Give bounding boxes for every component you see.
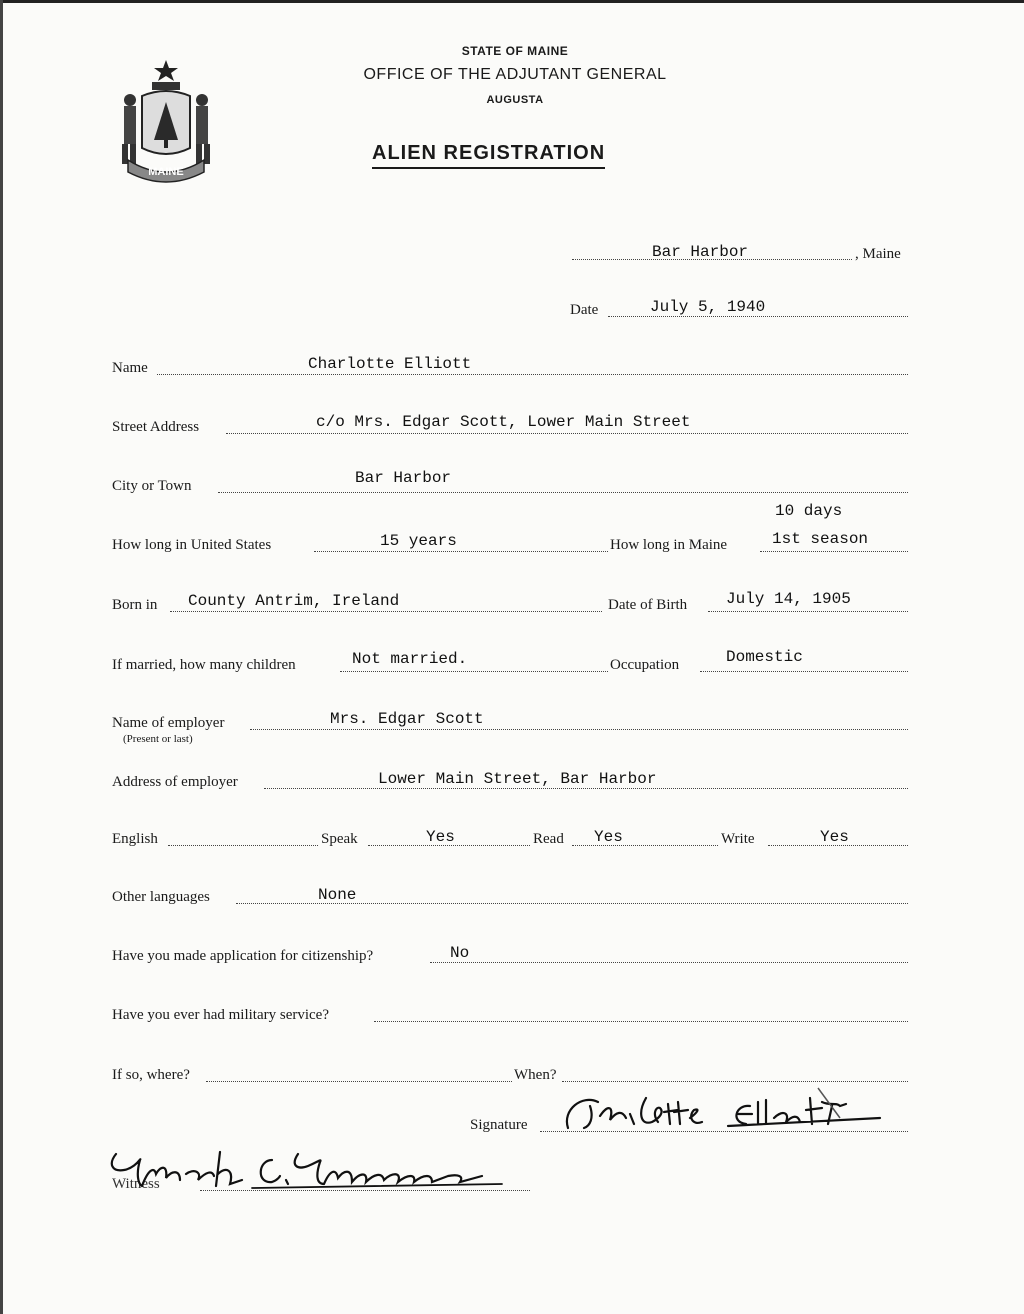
occupation-label: Occupation (610, 657, 680, 673)
military-line (374, 1021, 908, 1022)
speak-label: Speak (321, 831, 358, 847)
place-suffix: , Maine (855, 246, 901, 262)
military-label: Have you ever had military service? (112, 1007, 329, 1023)
write-label: Write (721, 831, 755, 847)
street-address-label: Street Address (112, 419, 200, 435)
read-label: Read (533, 831, 564, 847)
witness-signature-handwriting (102, 1140, 522, 1200)
employer-address-label: Address of employer (112, 774, 238, 790)
date-of-birth-value: July 14, 1905 (726, 590, 851, 608)
signature-label: Signature (470, 1117, 528, 1133)
signature-handwriting (560, 1082, 900, 1142)
city-line (218, 492, 908, 493)
read-value: Yes (594, 828, 623, 846)
employer-label: Name of employer (112, 715, 225, 731)
how-long-maine-days: 10 days (775, 502, 843, 520)
page-title: ALIEN REGISTRATION (372, 142, 605, 169)
occupation-line (700, 671, 908, 672)
born-in-label: Born in (112, 597, 158, 613)
how-long-us-line (314, 551, 608, 552)
header-city: AUGUSTA (486, 94, 544, 106)
date-of-birth-label: Date of Birth (608, 597, 688, 613)
born-in-line (170, 611, 602, 612)
witness-label: Witness (112, 1176, 160, 1192)
street-address-line (226, 433, 908, 434)
employer-sublabel: (Present or last) (123, 733, 193, 745)
scan-edge-top (0, 0, 1024, 3)
scan-edge-left (0, 0, 3, 1314)
other-languages-value: None (318, 886, 357, 904)
name-value: Charlotte Elliott (308, 355, 472, 373)
employer-line (250, 729, 908, 730)
city-value: Bar Harbor (355, 469, 452, 487)
employer-address-line (264, 788, 908, 789)
english-line (168, 845, 318, 846)
citizenship-value: No (450, 944, 470, 962)
if-so-where-line (206, 1081, 512, 1082)
other-languages-label: Other languages (112, 889, 210, 905)
occupation-value: Domestic (726, 648, 803, 666)
header-state: STATE OF MAINE (461, 44, 569, 58)
how-long-maine-line (760, 551, 908, 552)
city-label: City or Town (112, 478, 192, 494)
citizenship-label: Have you made application for citizenship? (112, 948, 374, 964)
date-of-birth-line (708, 611, 908, 612)
born-in-value: County Antrim, Ireland (188, 592, 400, 610)
date-value: July 5, 1940 (650, 298, 766, 316)
when-label: When? (514, 1067, 557, 1083)
english-label: English (112, 831, 158, 847)
name-line (157, 374, 908, 375)
children-label: If married, how many children (112, 657, 296, 673)
how-long-us-label: How long in United States (112, 537, 272, 553)
date-label: Date (570, 302, 599, 318)
employer-value: Mrs. Edgar Scott (330, 710, 484, 728)
name-label: Name (112, 360, 148, 376)
children-line (340, 671, 608, 672)
place-value: Bar Harbor (652, 243, 749, 261)
if-so-where-label: If so, where? (112, 1067, 190, 1083)
children-value: Not married. (352, 650, 468, 668)
seal-label: MAINE (148, 166, 184, 178)
citizenship-line (430, 962, 908, 963)
state-seal-icon (112, 56, 220, 186)
employer-address-value: Lower Main Street, Bar Harbor (378, 770, 657, 788)
how-long-us-value: 15 years (380, 532, 457, 550)
date-line (608, 316, 908, 317)
street-address-value: c/o Mrs. Edgar Scott, Lower Main Street (316, 413, 691, 431)
header-office: OFFICE OF THE ADJUTANT GENERAL (363, 66, 667, 83)
speak-value: Yes (426, 828, 455, 846)
how-long-maine-label: How long in Maine (610, 537, 728, 553)
write-value: Yes (820, 828, 849, 846)
how-long-maine-value: 1st season (772, 530, 869, 548)
